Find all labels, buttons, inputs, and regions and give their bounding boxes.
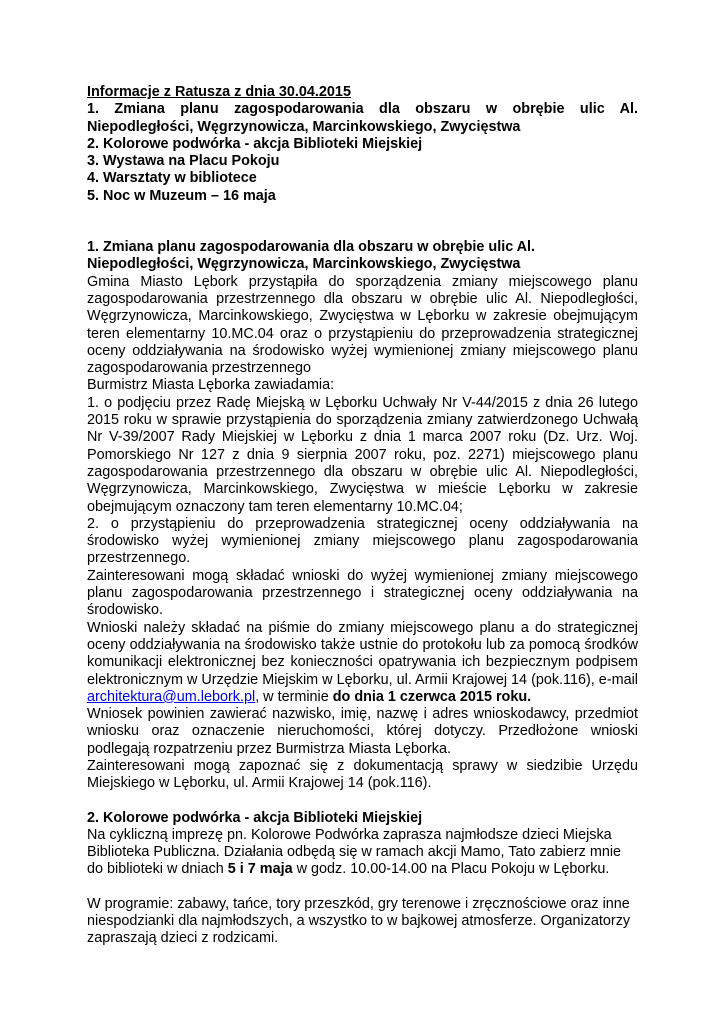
section-1-paragraph: 2. o przystąpieniu do przeprowadzenia strategicznej oceny oddziaływania na środowisko wyżej wymienionej zmiany miejscowego planu zagospodarowania przestrzennego. <box>87 515 638 567</box>
toc-item-1[interactable]: 1. Zmiana planu zagospodarowania dla obszaru w obrębie ulic Al. Niepodległości, Węgrzynowicza, Marcinkowskiego, Zwycięstwa <box>87 101 638 135</box>
section-2-paragraph: W programie: zabawy, tańce, tory przeszkód, gry terenowe i zręcznościowe oraz inne niespodzianki dla najmłodszych, a wszystko to w bajkowej atmosferze. Organizatorzy zapraszają dzieci z rodzicami. <box>87 895 631 947</box>
deadline-text: do dnia 1 czerwca 2015 roku. <box>332 688 532 705</box>
toc-item-4[interactable]: 4. Warsztaty w bibliotece <box>87 170 257 187</box>
toc-item-3[interactable]: 3. Wystawa na Placu Pokoju <box>87 153 280 170</box>
section-1-paragraph: Gmina Miasto Lębork przystąpiła do sporządzenia zmiany miejscowego planu zagospodarowania przestrzennego dla obszaru w obrębie ulic Al. Niepodległości, Węgrzynowicza, Marcinkowskiego, Zwycięstwa w Lęborku w zakresie obejmującym teren elementarny 10.MC.04 oraz o przystąpieniu do przeprowadzenia strategicznej oceny oddziaływania na środowisko wyżej wymienionej zmiany miejscowego planu zagospodarowania przestrzennego <box>87 273 638 377</box>
section-1-heading: 1. Zmiana planu zagospodarowania dla obszaru w obrębie ulic Al. Niepodległości, Węgrzynowicza, Marcinkowskiego, Zwycięstwa <box>87 239 536 273</box>
email-link[interactable]: architektura@um.lebork.pl <box>87 688 256 705</box>
event-days: 5 i 7 maja <box>227 861 293 878</box>
document-title: Informacje z Ratusza z dnia 30.04.2015 <box>87 84 351 100</box>
document-header <box>87 84 638 205</box>
section-2-heading: 2. Kolorowe podwórka - akcja Biblioteki Miejskiej <box>87 809 423 826</box>
section-1-paragraph: Wniosek powinien zawierać nazwisko, imię, nazwę i adres wnioskodawcy, przedmiot wniosku oraz oznaczenie nieruchomości, której dotyczy. Przedłożone wnioski podlegają rozpatrzeniu przez Burmistrza Miasta Lęborka. <box>87 706 638 757</box>
section-1-paragraph: Burmistrz Miasta Lęborka zawiadamia: <box>87 377 335 394</box>
section-kolorowe-podworka <box>87 810 638 948</box>
toc-item-2[interactable]: 2. Kolorowe podwórka - akcja Biblioteki Miejskiej <box>87 135 423 152</box>
toc-item-5[interactable]: 5. Noc w Muzeum – 16 maja <box>87 187 276 204</box>
section-1-paragraph: Zainteresowani mogą zapoznać się z dokumentacją sprawy w siedzibie Urzędu Miejskiego w Lęborku, ul. Armii Krajowej 14 (pok.116). <box>87 757 638 792</box>
section-1-paragraph: Zainteresowani mogą składać wnioski do wyżej wymienionej zmiany miejscowego planu zagospodarowania przestrzennego i strategicznej oceny oddziaływania na środowisko. <box>87 567 638 619</box>
section-1-paragraph: 1. o podjęciu przez Radę Miejską w Lęborku Uchwały Nr V-44/2015 z dnia 26 lutego 2015 roku w sprawie przystąpienia do sporządzenia zmiany zatwierdzonego Uchwałą Nr V-39/2007 Rady Miejskiej w Lęborku z dnia 1 marca 2007 roku (Dz. Urz. Woj. Pomorskiego Nr 127 z dnia 9 sierpnia 2007 roku, poz. 2271) miejscowego planu zagospodarowania przestrzennego dla obszaru w obrębie ulic Al. Niepodległości, Węgrzynowicza, Marcinkowskiego, Zwycięstwa w mieście Lęborku w zakresie obejmującym oznaczony tam teren elementarny 10.MC.04; <box>87 394 638 515</box>
section-2-paragraph: Na cykliczną imprezę pn. Kolorowe Podwórka zaprasza najmłodsze dzieci Miejska Biblioteka Publiczna. Działania odbędą się w ramach akcji Mamo, Tato zabierz mnie do biblioteki w dniach 5 i 7 maja w godz. 10.00-14.00 na Placu Pokoju w Lęborku. <box>87 826 622 878</box>
section-1-paragraph: Wnioski należy składać na piśmie do zmiany miejscowego planu a do strategicznej oceny oddziaływania na środowisko także ustnie do protokołu lub za pomocą środków komunikacji elektronicznej bez konieczności opatrywania ich bezpiecznym podpisem elektronicznym w Urzędzie Miejskim w Lęborku, ul. Armii Krajowej 14 (pok.116), e-mail architektura@um.lebork.pl, w terminie do dnia 1 czerwca 2015 roku. <box>87 619 638 705</box>
section-plan-change <box>87 239 638 793</box>
document-page <box>87 84 638 948</box>
